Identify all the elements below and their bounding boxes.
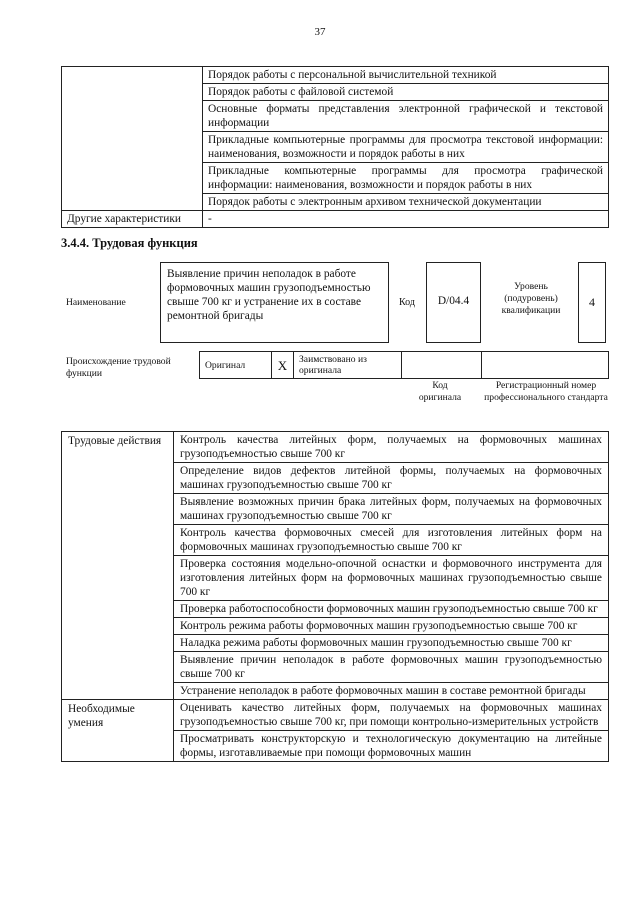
level-box [578, 262, 606, 343]
knowledge-item: Порядок работы с файловой системой [203, 84, 609, 101]
labor-action-item: Выявление причин неполадок в работе формовочных машин грузоподъемностью свыше 700 кг [174, 652, 609, 683]
labor-action-item: Определение видов дефектов литейной формы, получаемых на формовочных машинах грузоподъемностью свыше 700 кг [174, 463, 609, 494]
original-code-cell [402, 352, 482, 379]
table-row [62, 67, 609, 84]
code-label: Код [399, 297, 415, 308]
registration-number-cell [482, 352, 609, 379]
knowledge-table [61, 66, 609, 228]
knowledge-item: Порядок работы с персональной вычислительной техникой [203, 67, 609, 84]
table-row [200, 352, 609, 379]
required-skills-label: Необходимые умения [62, 700, 174, 762]
original-code-caption: Код оригинала [418, 380, 462, 403]
empty-label-cell [62, 67, 203, 211]
labor-action-item: Выявление возможных причин брака литейных форм, получаемых на формовочных машинах грузоподъемностью свыше 700 кг [174, 494, 609, 525]
section-heading: 3.4.4. Трудовая функция [61, 236, 198, 250]
origin-table [199, 351, 609, 379]
knowledge-item: Прикладные компьютерные программы для просмотра графической информации: наименования, возможности и порядок работы в них [203, 163, 609, 194]
origin-label: Происхождение трудовой функции [66, 356, 171, 379]
borrowed-cell: Заимствовано из оригинала [294, 352, 402, 379]
table-row [62, 211, 609, 228]
original-cell: Оригинал [200, 352, 272, 379]
table-row [62, 432, 609, 463]
labor-function-table [61, 431, 609, 762]
labor-action-item: Устранение неполадок в работе формовочных машин в составе ремонтной бригады [174, 683, 609, 700]
labor-action-item: Проверка состояния модельно-опочной оснастки и формовочного инструмента для изготовления литейных форм на формовочных машинах грузоподъемностью свыше 700 кг [174, 556, 609, 601]
level-value: 4 [589, 295, 595, 309]
knowledge-item: Порядок работы с электронным архивом технической документации [203, 194, 609, 211]
labor-action-item: Наладка режима работы формовочных машин грузоподъемностью свыше 700 кг [174, 635, 609, 652]
level-label: Уровень (подуровень) квалификации [501, 281, 561, 316]
original-mark: X [272, 352, 294, 379]
function-name-box [160, 262, 389, 343]
page-number: 37 [314, 26, 326, 38]
other-characteristics-label: Другие характеристики [62, 211, 203, 228]
registration-number-caption: Регистрационный номер профессионального стандарта [484, 380, 608, 403]
code-box [426, 262, 481, 343]
labor-action-item: Контроль качества формовочных смесей для изготовления литейных форм на формовочных машинах грузоподъемностью свыше 700 кг [174, 525, 609, 556]
knowledge-item: Прикладные компьютерные программы для просмотра текстовой информации: наименования, возможности и порядок работы в них [203, 132, 609, 163]
knowledge-item: Основные форматы представления электронной графической и текстовой информации [203, 101, 609, 132]
labor-actions-label: Трудовые действия [62, 432, 174, 700]
name-label: Наименование [66, 297, 126, 308]
function-name-value: Выявление причин неполадок в работе формовочных машин грузоподъемностью свыше 700 кг и устранение их в составе ремонтной бригады [167, 268, 371, 322]
table-row [62, 700, 609, 731]
labor-action-item: Проверка работоспособности формовочных машин грузоподъемностью свыше 700 кг [174, 601, 609, 618]
other-characteristics-value: - [203, 211, 609, 228]
code-value: D/04.4 [437, 295, 470, 307]
skill-item: Просматривать конструкторскую и технологическую документацию на литейные формы, изготавливаемые при помощи формовочных машин [174, 731, 609, 762]
skill-item: Оценивать качество литейных форм, получаемых на формовочных машинах грузоподъемностью свыше 700 кг, при помощи контрольно-измерительных устройств [174, 700, 609, 731]
labor-action-item: Контроль качества литейных форм, получаемых на формовочных машинах грузоподъемностью свыше 700 кг [174, 432, 609, 463]
labor-action-item: Контроль режима работы формовочных машин грузоподъемностью свыше 700 кг [174, 618, 609, 635]
